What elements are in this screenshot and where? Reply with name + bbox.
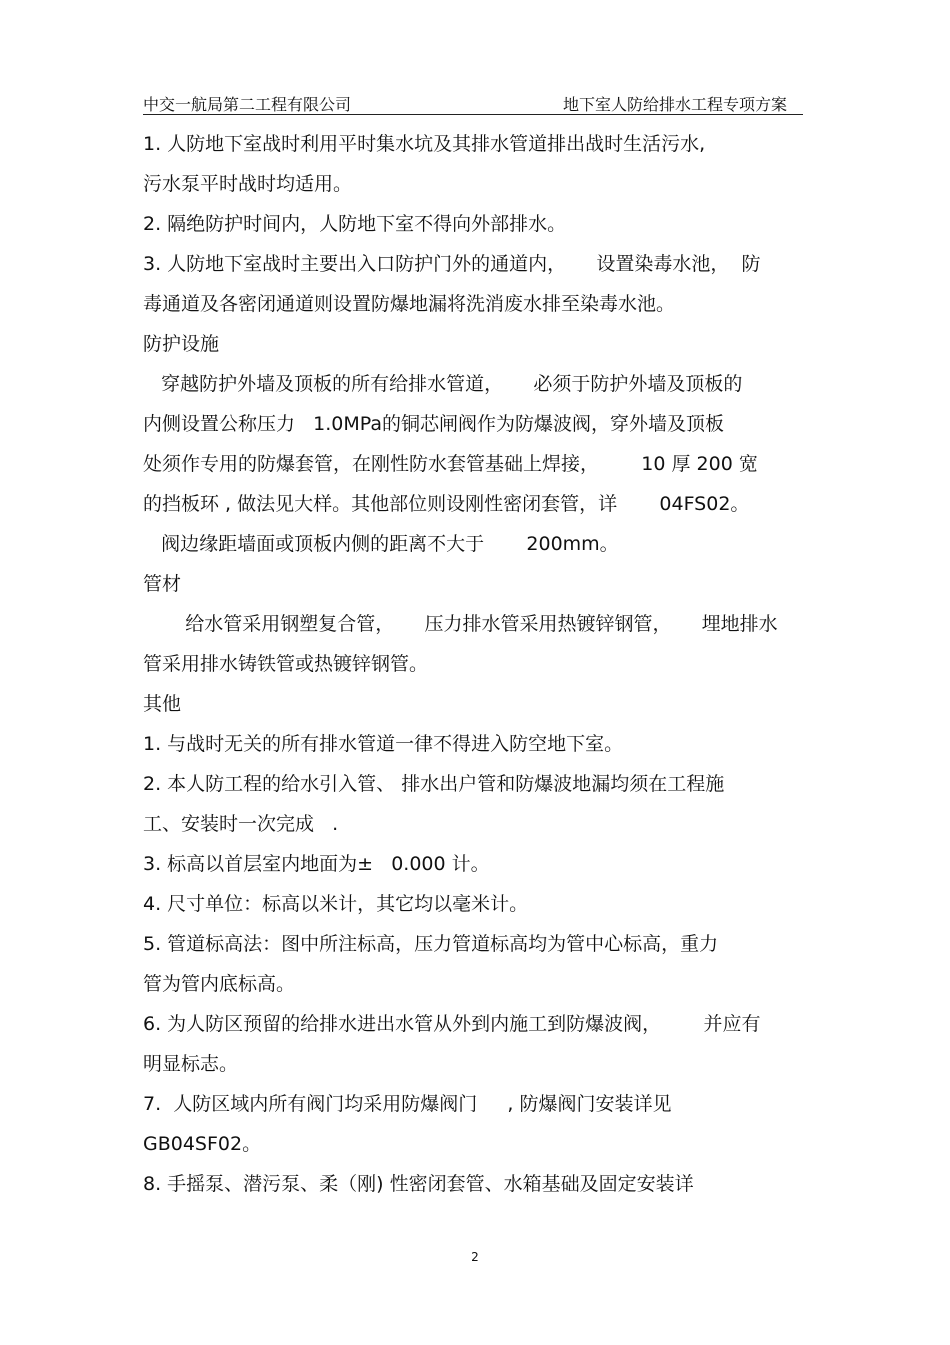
text-line: 毒通道及各密闭通道则设置防爆地漏将洗消废水排至染毒水池。 bbox=[143, 293, 676, 315]
page-header bbox=[143, 90, 803, 115]
text-line: 污水泵平时战时均适用。 bbox=[143, 173, 353, 195]
text-line: 1. 与战时无关的所有排水管道一律不得进入防空地下室。 bbox=[143, 733, 624, 755]
text-line: 4. 尺寸单位：标高以米计，其它均以毫米计。 bbox=[143, 893, 529, 915]
section-heading: 其他 bbox=[143, 693, 182, 715]
text-line: 工、安装时一次完成 . bbox=[143, 813, 339, 835]
text-line: 穿越防护外墙及顶板的所有给排水管道， 必须于防护外墙及顶板的 bbox=[143, 373, 743, 395]
text-line: 管采用排水铸铁管或热镀锌钢管。 bbox=[143, 653, 429, 675]
page-number: 2 bbox=[471, 1250, 479, 1264]
text-line: 5. 管道标高法：图中所注标高，压力管道标高均为管中心标高，重力 bbox=[143, 933, 719, 955]
text-line: 2. 隔绝防护时间内，人防地下室不得向外部排水。 bbox=[143, 213, 567, 235]
text-line: 内侧设置公称压力 1.0MPa的铜芯闸阀作为防爆波阀，穿外墙及顶板 bbox=[143, 413, 724, 435]
section-heading: 管材 bbox=[143, 573, 182, 595]
text-line: 的挡板环 , 做法见大样。其他部位则设刚性密闭套管，详 04FS02。 bbox=[143, 493, 750, 515]
text-line: 1. 人防地下室战时利用平时集水坑及其排水管道排出战时生活污水, bbox=[143, 133, 706, 155]
text-line: 7. 人防区域内所有阀门均采用防爆阀门 , 防爆阀门安装详见 bbox=[143, 1093, 672, 1115]
text-line: 6. 为人防区预留的给排水进出水管从外到内施工到防爆波阀， 并应有 bbox=[143, 1013, 761, 1035]
text-line: 3. 标高以首层室内地面为± 0.000 计。 bbox=[143, 853, 490, 875]
text-line: GB04SF02。 bbox=[143, 1133, 262, 1155]
text-line: 3. 人防地下室战时主要出入口防护门外的通道内， 设置染毒水池， 防 bbox=[143, 253, 761, 275]
document-body bbox=[143, 124, 808, 1204]
text-line: 明显标志。 bbox=[143, 1053, 239, 1075]
text-line: 8. 手摇泵、潜污泵、柔（刚) 性密闭套管、水箱基础及固定安装详 bbox=[143, 1173, 694, 1195]
text-line: 给水管采用钢塑复合管， 压力排水管采用热镀锌钢管， 埋地排水 bbox=[143, 613, 778, 635]
section-heading: 防护设施 bbox=[143, 333, 220, 355]
text-line: 2. 本人防工程的给水引入管、 排水出户管和防爆波地漏均须在工程施 bbox=[143, 773, 725, 795]
text-line: 阀边缘距墙面或顶板内侧的距离不大于 200mm。 bbox=[143, 533, 619, 555]
text-line: 处须作专用的防爆套管，在刚性防水套管基础上焊接， 10 厚 200 宽 bbox=[143, 453, 758, 475]
header-company: 中交一航局第二工程有限公司 bbox=[143, 95, 352, 114]
header-doc-title: 地下室人防给排水工程专项方案 bbox=[562, 95, 787, 114]
text-line: 管为管内底标高。 bbox=[143, 973, 296, 995]
